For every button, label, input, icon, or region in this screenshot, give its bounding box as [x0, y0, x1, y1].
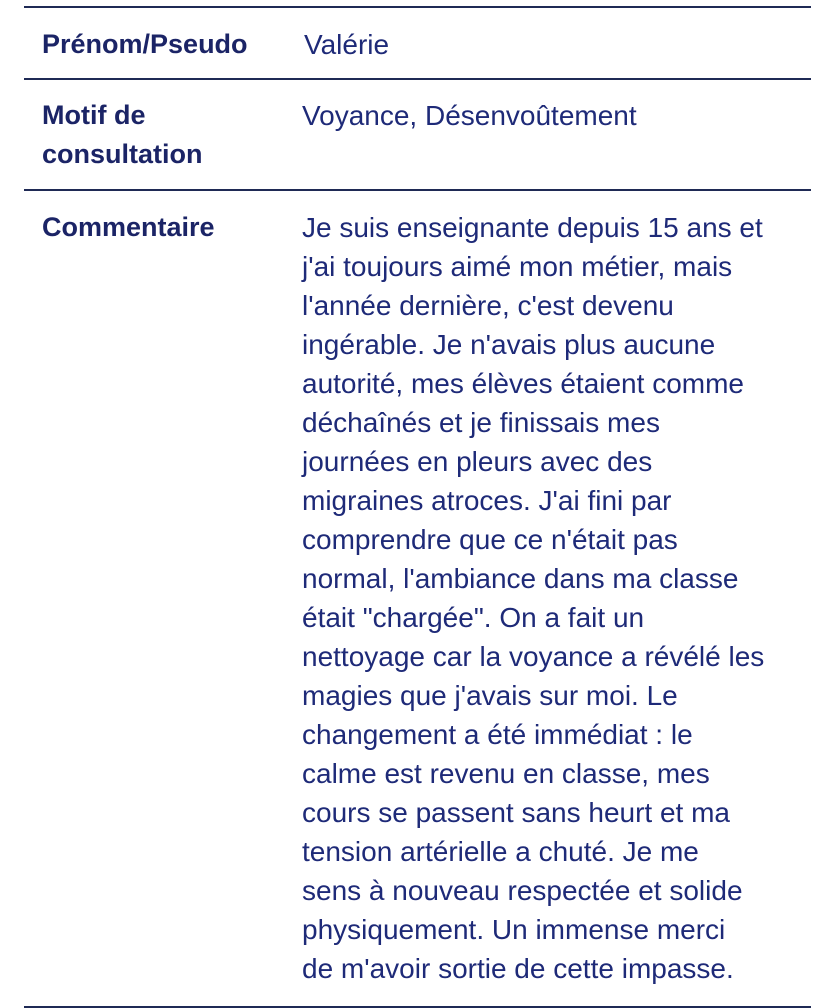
- table-row-name: [24, 8, 811, 78]
- table-row-comment: [24, 191, 811, 1006]
- comment-label: Commentaire: [42, 212, 215, 242]
- reason-label: Motif de consultation: [42, 100, 203, 169]
- comment-value: Je suis enseignante depuis 15 ans et j'ai toujours aimé mon métier, mais l'année dernière, c'est devenu ingérable. Je n'avais plus aucune autorité, mes élèves étaient comme déchaînés et je finissais mes journées en pleurs avec des migraines atroces. J'ai fini par comprendre que ce n'était pas normal, l'ambiance dans ma classe était "chargée". On a fait un nettoyage car la voyance a révélé les magies que j'avais sur moi. Le changement a été immédiat : le calme est revenu en classe, mes cours se passent sans heurt et ma tension artérielle a chuté. Je me sens à nouveau respectée et solide physiquement. Un immense merci de m'avoir sortie de cette impasse.: [302, 212, 765, 984]
- name-value: Valérie: [304, 29, 390, 60]
- name-label: Prénom/Pseudo: [42, 29, 248, 59]
- table-row-reason: [24, 80, 811, 189]
- reason-value: Voyance, Désenvoûtement: [302, 100, 637, 131]
- testimonial-table: [24, 0, 811, 1008]
